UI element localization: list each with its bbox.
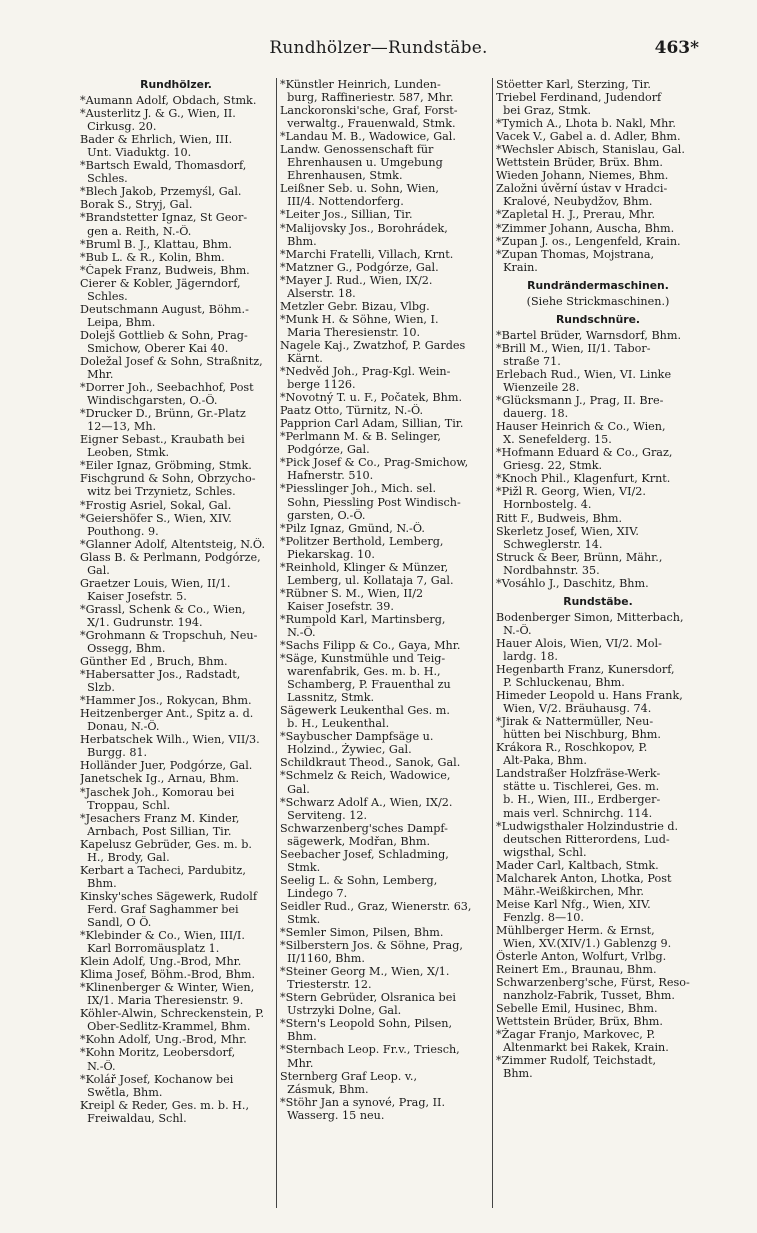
directory-entry-line: *Zupan Thomas, Mojstrana, <box>496 247 655 261</box>
directory-entry-line: Glass B. & Perlmann, Podgórze, <box>80 550 261 564</box>
directory-entry-line: Herbatschek Wilh., Wien, VII/3. <box>80 733 260 747</box>
directory-entry-line: Sandl, O Ö. <box>80 916 152 929</box>
directory-entry-line: dauerg. 18. <box>496 407 569 421</box>
directory-entry-line: Zásmuk, Bhm. <box>280 1082 369 1096</box>
directory-entry-line: II/1160, Bhm. <box>280 952 365 966</box>
directory-entry-line: Stmk. <box>280 913 321 926</box>
directory-entry-line: *Reinhold, Klinger & Münzer, <box>280 560 449 574</box>
directory-entry-line: Krain. <box>496 260 538 274</box>
directory-entry-line: *Aumann Adolf, Obdach, Stmk. <box>80 94 257 108</box>
directory-entry-line: Köhler-Alwin, Schreckenstein, P. <box>80 1007 264 1021</box>
directory-entry-line: *Mayer J. Rud., Wien, IX/2. <box>280 273 433 287</box>
directory-entry-line: Kaiser Josefstr. 5. <box>80 589 187 603</box>
directory-entry-line: burg, Raffineriestr. 587, Mhr. <box>280 91 454 105</box>
directory-entry-line: *Klebinder & Co., Wien, III/I. <box>80 929 245 943</box>
directory-entry-line: *Semler Simon, Pilsen, Bhm. <box>280 926 444 940</box>
directory-entry-line: *Zimmer Johann, Auscha, Bhm. <box>496 221 675 235</box>
directory-entry-line: *Matzner G., Podgórze, Gal. <box>280 260 439 274</box>
directory-entry-line: b. H., Wien, III., Erdberger- <box>496 793 661 807</box>
directory-entry-line: Hegenbarth Franz, Kunersdorf, <box>496 663 675 677</box>
directory-entry-line: *Grassl, Schenk & Co., Wien, <box>80 602 246 616</box>
directory-entry-line: verwaltg., Frauenwald, Stmk. <box>280 117 456 131</box>
directory-entry-line: Bhm. <box>280 234 317 248</box>
directory-entry-line: N.-Ö. <box>80 1059 116 1073</box>
directory-entry-line: Hauer Alois, Wien, VI/2. Mol- <box>496 636 662 650</box>
directory-entry-line: Unt. Viaduktg. 10. <box>80 146 192 160</box>
directory-entry-line: *Sachs Filipp & Co., Gaya, Mhr. <box>280 639 461 653</box>
directory-entry-line: *Steiner Georg M., Wien, X/1. <box>280 965 450 979</box>
directory-entry-line: *Kolář Josef, Kochanow bei <box>80 1072 234 1086</box>
directory-entry-line: sägewerk, Modřan, Bhm. <box>280 834 431 848</box>
directory-entry-line: Cierer & Kobler, Jägerndorf, <box>80 276 241 290</box>
directory-entry-line: Stöetter Karl, Sterzing, Tir. <box>496 78 651 91</box>
directory-entry-line: *Landau M. B., Wadowice, Gal. <box>280 130 456 144</box>
directory-entry-line: N.-Ö. <box>280 625 316 639</box>
directory-entry-line: Bhm. <box>280 1030 317 1044</box>
directory-entry-line: Eigner Sebast., Kraubath bei <box>80 433 245 447</box>
directory-entry-line: berge 1126. <box>280 378 356 392</box>
directory-entry-line: straße 71. <box>496 354 561 368</box>
directory-entry-line: Nordbahnstr. 35. <box>496 563 600 577</box>
directory-entry-line: *Politzer Berthold, Lemberg, <box>280 534 444 548</box>
directory-entry-line: Ferd. Graf Saghammer bei <box>80 902 239 916</box>
directory-entry-line: warenfabrik, Ges. m. b. H., <box>280 665 441 679</box>
directory-entry-line: *Kohn Adolf, Ung.-Brod, Mhr. <box>80 1033 247 1047</box>
directory-entry-line: Wettstein Brüder, Brüx. Bhm. <box>496 156 663 170</box>
directory-entry-line: Reinert Em., Braunau, Bhm. <box>496 963 657 977</box>
directory-entry-line: Wien, XV.(XIV/1.) Gablenzg 9. <box>496 937 672 950</box>
directory-entry-line: Cirkusg. 20. <box>80 120 157 134</box>
directory-entry-line: Sternberg Graf Leop. v., <box>280 1069 417 1083</box>
directory-entry-line: Schwarzenberg'sche, Fürst, Reso- <box>496 976 690 990</box>
directory-entry-line: *Glanner Adolf, Altentsteig, N.Ö. <box>80 537 266 551</box>
directory-entry-line: Ossegg, Bhm. <box>80 642 166 656</box>
directory-entry-line: *Rübner S. M., Wien, II/2 <box>280 586 424 600</box>
directory-entry-line: *Nedvěd Joh., Prag-Kgl. Wein- <box>280 365 451 379</box>
directory-entry-line: Ehrenhausen, Stmk. <box>280 169 403 183</box>
directory-entry-line: Stmk. <box>280 860 321 874</box>
directory-entry-line: *Habersatter Jos., Radstadt, <box>80 668 241 682</box>
directory-entry-line: *Bartsch Ewald, Thomasdorf, <box>80 159 247 173</box>
directory-entry-line: Meise Karl Nfg., Wien, XIV. <box>496 897 651 911</box>
directory-entry-line: witz bei Trzynietz, Schles. <box>80 485 236 499</box>
directory-entry-line: Schildkraut Theod., Sanok, Gal. <box>280 756 461 770</box>
directory-entry-line: Lemberg, ul. Kollataja 7, Gal. <box>280 573 454 587</box>
directory-entry-line: *Brill M., Wien, II/1. Tabor- <box>496 341 651 355</box>
directory-entry-line: Schles. <box>80 289 128 303</box>
directory-entry-line: 12—13, Mh. <box>80 420 157 434</box>
directory-entry-line: Freiwaldau, Schl. <box>80 1111 187 1125</box>
directory-entry-line: *Jesachers Franz M. Kinder, <box>80 811 240 825</box>
directory-entry-line: *Stern Gebrüder, Olsranica bei <box>280 991 456 1005</box>
directory-entry-line: Mähr.-Weißkirchen, Mhr. <box>496 884 644 898</box>
directory-entry-line: Papprion Carl Adam, Sillian, Tir. <box>280 417 464 431</box>
directory-entry-line: Graetzer Louis, Wien, II/1. <box>80 576 231 590</box>
directory-entry-line: *Bub L. & R., Kolin, Bhm. <box>80 250 225 264</box>
directory-entry-line: Paatz Otto, Türnitz, N.-Ö. <box>280 404 424 418</box>
directory-entry-line: Skerletz Josef, Wien, XIV. <box>496 524 639 538</box>
directory-entry-line: P. Schluckenau, Bhm. <box>496 676 625 690</box>
directory-entry-line: Holzind., Żywiec, Gal. <box>280 743 412 757</box>
directory-entry-line: *Blech Jakob, Przemyśl, Gal. <box>80 185 242 199</box>
directory-entry-line: Mhr. <box>80 368 114 382</box>
directory-entry-line: deutschen Ritterordens, Lud- <box>496 832 670 846</box>
directory-entry-line: Erlebach Rud., Wien, VI. Linke <box>496 367 672 381</box>
directory-entry-line: Ehrenhausen u. Umgebung <box>280 156 443 170</box>
directory-entry-line: Kreipl & Reder, Ges. m. b. H., <box>80 1098 250 1112</box>
directory-entry-line: Leoben, Stmk. <box>80 446 170 460</box>
directory-entry-line: *Klinenberger & Winter, Wien, <box>80 981 255 995</box>
directory-entry-line: Sägewerk Leukenthal Ges. m. <box>280 704 450 718</box>
directory-entry-line: garsten, O.-Ö. <box>280 508 366 522</box>
directory-entry-line: *Eiler Ignaz, Gröbming, Stmk. <box>80 459 252 473</box>
directory-entry-line: Troppau, Schl. <box>80 798 171 812</box>
directory-entry-line: Günther Ed , Bruch, Bhm. <box>80 655 228 669</box>
directory-entry-line: wigsthal, Schl. <box>496 845 587 859</box>
directory-entry-line: Arnbach, Post Sillian, Tir. <box>80 824 232 838</box>
directory-entry-line: X. Senefelderg. 15. <box>496 433 612 447</box>
directory-entry-line: Schles. <box>80 172 128 186</box>
directory-entry-line: IX/1. Maria Theresienstr. 9. <box>80 994 244 1008</box>
directory-entry-line: Alt-Paka, Bhm. <box>496 754 587 768</box>
directory-entry-line: Gal. <box>80 563 110 577</box>
directory-entry-line: lardg. 18. <box>496 649 558 663</box>
directory-entry-line: *Marchi Fratelli, Villach, Krnt. <box>280 247 454 261</box>
directory-entry-line: Altenmarkt bei Rakek, Krain. <box>496 1041 669 1055</box>
directory-entry-line: Leißner Seb. u. Sohn, Wien, <box>280 182 439 196</box>
directory-entry-line: Struck & Beer, Brünn, Mähr., <box>496 550 663 564</box>
directory-entry-line: Wieden Johann, Niemes, Bhm. <box>496 169 669 183</box>
directory-entry-line: Fenzlg. 8—10. <box>496 910 584 924</box>
directory-entry-line: H., Brody, Gal. <box>80 850 170 864</box>
directory-entry-line: Himeder Leopold u. Hans Frank, <box>496 689 683 703</box>
directory-entry-line: *Zupan J. os., Lengenfeld, Krain. <box>496 234 681 248</box>
directory-entry-line: Bodenberger Simon, Mitterbach, <box>496 610 684 624</box>
directory-entry-line: Windischgarsten, O.-Ö. <box>80 394 218 408</box>
directory-entry-line: Sebelle Emil, Husinec, Bhm. <box>496 1002 658 1016</box>
directory-entry-line: Hornbostelg. 4. <box>496 498 592 512</box>
directory-entry-line: *Tymich A., Lhota b. Nakl, Mhr. <box>496 117 676 131</box>
directory-entry-line: *Bruml B. J., Klattau, Bhm. <box>80 237 232 251</box>
directory-entry-line: bei Graz, Stmk. <box>496 104 592 118</box>
directory-entry-line: Malcharek Anton, Lhotka, Post <box>496 871 672 885</box>
directory-entry-line: Založni úvěrní ústav v Hradci- <box>496 182 668 196</box>
directory-entry-line: Mhr. <box>280 1056 314 1070</box>
directory-entry-line: N.-Ö. <box>496 623 532 637</box>
directory-entry-line: Hauser Heinrich & Co., Wien, <box>496 420 666 434</box>
directory-entry-line: Smichow, Oberer Kai 40. <box>80 341 229 355</box>
directory-entry-line: Schwarzenberg'sches Dampf- <box>280 821 448 835</box>
directory-column-2 <box>280 78 488 1213</box>
directory-entry-line: Burgg. 81. <box>80 746 148 760</box>
directory-entry-line: Schweglerstr. 14. <box>496 537 603 551</box>
directory-entry-line: Seidler Rud., Graz, Wienerstr. 63, <box>280 899 472 913</box>
directory-entry-line: *Silberstern Jos. & Söhne, Prag, <box>280 939 463 953</box>
directory-entry-line: Serviteng. 12. <box>280 808 368 822</box>
directory-entry-line: hütten bei Nischburg, Bhm. <box>496 728 661 742</box>
directory-entry-line: *Glücksmann J., Prag, II. Bre- <box>496 394 664 408</box>
directory-entry-line: *Ludwigsthaler Holzindustrie d. <box>496 819 679 833</box>
directory-entry-line: *Jaschek Joh., Komorau bei <box>80 785 235 799</box>
directory-entry-line: Mühlberger Herm. & Ernst, <box>496 923 655 937</box>
directory-entry-line: Seelig L. & Sohn, Lemberg, <box>280 873 438 887</box>
directory-entry-line: *Novotný T. u. F., Počatek, Bhm. <box>280 391 463 405</box>
directory-entry-line: Piekarskag. 10. <box>280 547 375 561</box>
directory-entry-line: *Knoch Phil., Klagenfurt, Krnt. <box>496 472 671 486</box>
directory-entry-line: *Pilz Ignaz, Gmünd, N.-Ö. <box>280 521 425 535</box>
page-number: 463* <box>654 38 699 58</box>
directory-entry-line: Fischgrund & Sohn, Obrzycho- <box>80 472 256 486</box>
directory-entry-line: *Saybuscher Dampfsäge u. <box>280 730 434 744</box>
directory-entry-line: *Vosáhlo J., Daschitz, Bhm. <box>496 576 649 590</box>
directory-column-1 <box>80 78 272 1213</box>
directory-entry-line: Mader Carl, Kaltbach, Stmk. <box>496 858 659 872</box>
directory-entry-line: *Jirak & Nattermüller, Neu- <box>496 715 654 729</box>
directory-entry-line: Slzb. <box>80 681 115 695</box>
directory-entry-line: Leipa, Bhm. <box>80 315 156 329</box>
directory-entry-line: Doležal Josef & Sohn, Straßnitz, <box>80 354 263 368</box>
directory-entry-line: Kärnt. <box>280 351 323 365</box>
directory-entry-line: Bader & Ehrlich, Wien, III. <box>80 133 233 147</box>
directory-entry-line: *Malijovsky Jos., Borohrádek, <box>280 221 448 235</box>
directory-entry-line: *Bartel Brüder, Warnsdorf, Bhm. <box>496 328 682 342</box>
directory-entry-line: Landw. Genossenschaft für <box>280 143 434 157</box>
directory-entry-line: Gal. <box>280 782 310 796</box>
directory-entry-line: Seebacher Josef, Schladming, <box>280 847 449 861</box>
directory-entry-line: stätte u. Tischlerei, Ges. m. <box>496 780 660 794</box>
directory-entry-line: Bhm. <box>496 1067 533 1081</box>
page-title: Rundhölzer—Rundstäbe. <box>269 38 488 58</box>
cross-reference: (Siehe Strickmaschinen.) <box>526 294 670 308</box>
directory-entry-line: *Žagar Franjo, Markovec, P. <box>496 1028 656 1042</box>
directory-entry-line: Alserstr. 18. <box>280 286 356 300</box>
directory-entry-line: *Munk H. & Söhne, Wien, I. <box>280 312 439 326</box>
directory-entry-line: Nagele Kaj., Zwatzhof, P. Gardes <box>280 338 466 352</box>
directory-entry-line: *Schwarz Adolf A., Wien, IX/2. <box>280 795 453 809</box>
directory-entry-line: *Grohmann & Tropschuh, Neu- <box>80 628 258 642</box>
directory-entry-line: Podgórze, Gal. <box>280 443 370 457</box>
directory-entry-line: Lassnitz, Stmk. <box>280 691 375 705</box>
directory-entry-line: *Piesslinger Joh., Mich. sel. <box>280 482 437 496</box>
directory-entry-line: Klein Adolf, Ung.-Brod, Mhr. <box>80 955 242 969</box>
directory-entry-line: Vacek V., Gabel a. d. Adler, Bhm. <box>496 130 681 144</box>
directory-entry-line: Kerbart a Tacheci, Pardubitz, <box>80 863 246 877</box>
directory-entry-line: Sohn, Piessling Post Windisch- <box>280 495 461 509</box>
directory-entry-line: *Zimmer Rudolf, Teichstadt, <box>496 1054 657 1068</box>
directory-column-3 <box>496 78 700 1213</box>
directory-entry-line: nanzholz-Fabrik, Tusset, Bhm. <box>496 989 675 1003</box>
directory-entry-line: Kralové, Neubydžov, Bhm. <box>496 195 653 209</box>
directory-entry-line: *Stöhr Jan a synové, Prag, II. <box>280 1095 446 1109</box>
directory-entry-line: Maria Theresienstr. 10. <box>280 325 421 339</box>
directory-entry-line: Wienzeile 28. <box>496 381 580 395</box>
directory-entry-line: *Čapek Franz, Budweis, Bhm. <box>80 263 250 277</box>
directory-entry-line: Lindego 7. <box>280 886 348 900</box>
directory-entry-line: *Pick Josef & Co., Prag-Smichow, <box>280 456 469 470</box>
directory-entry-line: *Hofmann Eduard & Co., Graz, <box>496 446 673 460</box>
directory-entry-line: *Brandstetter Ignaz, St Geor- <box>80 211 248 225</box>
directory-entry-line: Janetschek Ig., Arnau, Bhm. <box>80 772 240 786</box>
directory-entry-line: *Kohn Moritz, Leobersdorf, <box>80 1046 236 1060</box>
directory-entry-line: *Austerlitz J. & G., Wien, II. <box>80 107 236 121</box>
directory-entry-line: Triebel Ferdinand, Judendorf <box>496 91 662 105</box>
directory-entry-line: *Stern's Leopold Sohn, Pilsen, <box>280 1017 453 1031</box>
directory-entry-line: Deutschmann August, Böhm.- <box>80 302 249 316</box>
section-heading: Rundschnüre. <box>555 312 641 326</box>
directory-entry-line: *Dorrer Joh., Seebachhof, Post <box>80 381 254 395</box>
directory-entry-line: mais verl. Schnirchg. 114. <box>496 806 653 820</box>
directory-entry-line: Ritt F., Budweis, Bhm. <box>496 511 623 525</box>
directory-entry-line: Ustrzyki Dolne, Gal. <box>280 1004 402 1018</box>
section-heading: Rundhölzer. <box>140 78 212 91</box>
directory-columns <box>0 78 757 1213</box>
directory-entry-line: Krákora R., Roschkopov, P. <box>496 741 648 755</box>
directory-entry-line: Metzler Gebr. Bizau, Vlbg. <box>280 299 430 313</box>
page-header <box>0 38 757 62</box>
directory-entry-line: Hafnerstr. 510. <box>280 469 374 483</box>
directory-entry-line: *Perlmann M. & B. Selinger, <box>280 430 441 444</box>
directory-entry-line: X/1. Gudrunstr. 194. <box>80 615 203 629</box>
directory-entry-line: Griesg. 22, Stmk. <box>496 459 603 473</box>
directory-entry-line: Triesterstr. 12. <box>280 978 372 992</box>
directory-entry-line: Kaiser Josefstr. 39. <box>280 599 394 613</box>
directory-entry-line: *Wechsler Abisch, Stanislau, Gal. <box>496 143 685 157</box>
directory-entry-line: Klima Josef, Böhm.-Brod, Bhm. <box>80 968 256 982</box>
directory-entry-line: Borak S., Stryj, Gal. <box>80 198 193 212</box>
directory-entry-line: *Geiershöfer S., Wien, XIV. <box>80 511 232 525</box>
directory-entry-line: Donau, N.-Ö. <box>80 720 160 734</box>
directory-entry-line: Pouthong. 9. <box>80 524 159 538</box>
directory-entry-line: Wasserg. 15 neu. <box>280 1108 385 1122</box>
directory-entry-line: *Frostig Asriel, Sokal, Gal. <box>80 498 232 512</box>
directory-entry-line: Swětla, Bhm. <box>80 1085 163 1099</box>
directory-entry-line: Landstraßer Holzfräse-Werk- <box>496 767 661 781</box>
directory-entry-line: gen a. Reith, N.-Ö. <box>80 224 192 238</box>
directory-entry-line: Österle Anton, Wolfurt, Vrlbg. <box>496 950 667 964</box>
directory-entry-line: *Pižl R. Georg, Wien, VI/2. <box>496 485 646 499</box>
directory-entry-line: *Sternbach Leop. Fr.v., Triesch, <box>280 1043 460 1057</box>
directory-entry-line: *Schmelz & Reich, Wadowice, <box>280 769 451 783</box>
directory-entry-line: Wien, V/2. Bräuhausg. 74. <box>496 702 652 716</box>
directory-entry-line: Schamberg, P. Frauenthal zu <box>280 678 451 692</box>
directory-entry-line: b. H., Leukenthal. <box>280 717 390 731</box>
directory-entry-line: *Hammer Jos., Rokycan, Bhm. <box>80 694 252 708</box>
directory-entry-line: Holländer Juer, Podgórze, Gal. <box>80 759 253 773</box>
section-heading: Rundstäbe. <box>563 594 633 608</box>
directory-entry-line: *Künstler Heinrich, Lunden- <box>280 78 441 91</box>
directory-entry-line: *Zapletal H. J., Prerau, Mhr. <box>496 208 656 222</box>
directory-entry-line: *Rumpold Karl, Martinsberg, <box>280 612 446 626</box>
directory-entry-line: Lanckoronski'sche, Graf, Forst- <box>280 104 458 118</box>
directory-entry-line: Wettstein Brüder, Brüx, Bhm. <box>496 1015 663 1029</box>
directory-entry-line: *Leiter Jos., Sillian, Tir. <box>280 208 413 222</box>
directory-entry-line: *Säge, Kunstmühle und Teig- <box>280 652 446 666</box>
directory-entry-line: Dolejš Gottlieb & Sohn, Prag- <box>80 328 248 342</box>
directory-entry-line: III/4. Nottendorferg. <box>280 195 404 209</box>
directory-entry-line: Kapelusz Gebrüder, Ges. m. b. <box>80 837 252 851</box>
directory-entry-line: Karl Borromäusplatz 1. <box>80 942 220 956</box>
directory-entry-line: Ober-Sedlitz-Krammel, Bhm. <box>80 1020 251 1034</box>
section-heading: Rundrändermaschinen. <box>527 278 669 292</box>
directory-entry-line: *Drucker D., Brünn, Gr.-Platz <box>80 407 246 421</box>
directory-entry-line: Bhm. <box>80 876 117 890</box>
directory-entry-line: Kinsky'sches Sägewerk, Rudolf <box>80 889 257 903</box>
directory-entry-line: Heitzenberger Ant., Spitz a. d. <box>80 707 254 721</box>
